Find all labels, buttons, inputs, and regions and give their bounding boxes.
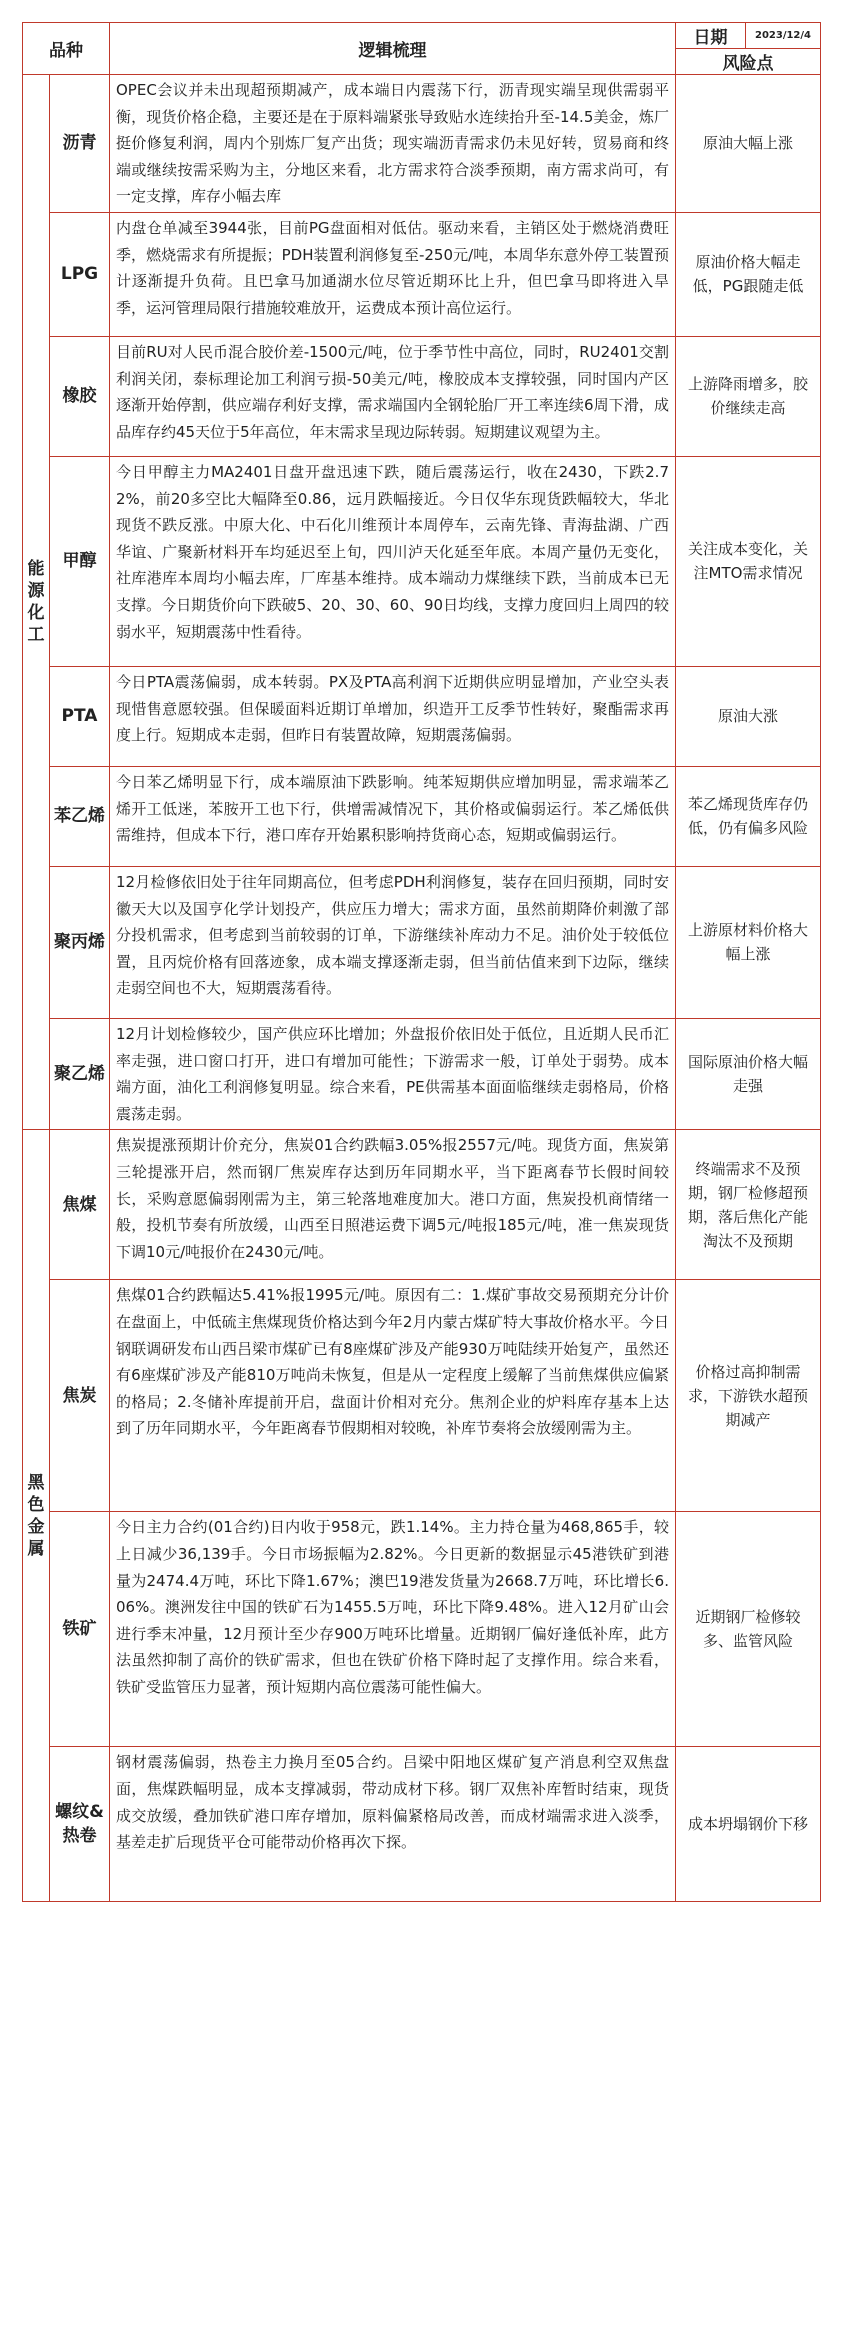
product-name: 铁矿 (50, 1512, 110, 1747)
logic-text: 今日苯乙烯明显下行，成本端原油下跌影响。纯苯短期供应增加明显，需求端苯乙烯开工低迷，苯胺开工也下行，供增需减情况下，其价格或偏弱运行。苯乙烯低供需维持，但成本下行，港口库存开始累积影响持货商心态，短期或偏弱运行。 (110, 766, 676, 866)
risk-text: 终端需求不及预期，钢厂检修超预期，落后焦化产能淘汰不及预期 (676, 1130, 821, 1280)
risk-text: 原油大幅上涨 (676, 75, 821, 213)
header-date-value: 2023/12/4 (746, 23, 821, 49)
logic-text: 钢材震荡偏弱，热卷主力换月至05合约。吕梁中阳地区煤矿复产消息利空双焦盘面，焦煤跌幅明显，成本支撑减弱，带动成材下移。钢厂双焦补库暂时结束，现货成交放缓，叠加铁矿港口库存增加，原料偏紧格局改善，而成材端需求进入淡季，基差走扩后现货平仓可能带动价格再次下探。 (110, 1747, 676, 1902)
table-row (23, 75, 821, 213)
product-name: 聚乙烯 (50, 1018, 110, 1129)
risk-text: 近期钢厂检修较多、监管风险 (676, 1512, 821, 1747)
risk-text: 国际原油价格大幅走强 (676, 1018, 821, 1129)
header-row (23, 23, 821, 49)
logic-text: 内盘仓单减至3944张，目前PG盘面相对低估。驱动来看，主销区处于燃烧消费旺季，燃烧需求有所提振；PDH装置利润修复至-250元/吨，本周华东意外停工装置预计逐渐提升负荷。且巴拿马加通湖水位尽管近期环比上升，但巴拿马即将进入旱季，运河管理局限行措施较难放开，运费成本预计高位运行。 (110, 212, 676, 336)
product-name: 焦炭 (50, 1280, 110, 1512)
table-row (23, 1747, 821, 1902)
product-name: 聚丙烯 (50, 866, 110, 1018)
header-logic: 逻辑梳理 (110, 23, 676, 75)
table-row (23, 866, 821, 1018)
risk-text: 原油价格大幅走低，PG跟随走低 (676, 212, 821, 336)
category-char: 源 (27, 581, 45, 602)
product-name: 橡胶 (50, 336, 110, 456)
table-row (23, 666, 821, 766)
risk-text: 苯乙烯现货库存仍低，仍有偏多风险 (676, 766, 821, 866)
risk-text: 关注成本变化，关注MTO需求情况 (676, 456, 821, 666)
logic-text: 焦炭提涨预期计价充分，焦炭01合约跌幅3.05%报2557元/吨。现货方面，焦炭第三轮提涨开启，然而钢厂焦炭库存达到历年同期水平，当下距离春节长假时间较长，采购意愿偏弱刚需为主，第三轮落地难度加大。港口方面，焦炭投机商情绪一般，投机节奏有所放缓，山西至日照港运费下调5元/吨报185元/吨，准一焦炭现货下调10元/吨报价在2430元/吨。 (110, 1130, 676, 1280)
logic-text: 焦煤01合约跌幅达5.41%报1995元/吨。原因有二：1.煤矿事故交易预期充分计价在盘面上，中低硫主焦煤现货价格达到今年2月内蒙古煤矿特大事故价格水平。今日钢联调研发布山西吕梁市煤矿已有8座煤矿涉及产能930万吨陆续开始复产，虽然还有6座煤矿涉及产能810万吨尚未恢复，但是从一定程度上缓解了当前焦煤供应偏紧的格局；2.冬储补库提前开启，盘面计价相对充分。焦剂企业的炉料库存基本上达到了历年同期水平，今年距离春节假期相对较晚，补库节奏将会放缓刚需为主。 (110, 1280, 676, 1512)
risk-text: 价格过高抑制需求，下游铁水超预期减产 (676, 1280, 821, 1512)
category-char: 能 (27, 559, 45, 580)
table-row (23, 1130, 821, 1280)
product-name: 沥青 (50, 75, 110, 213)
table-row (23, 1018, 821, 1129)
category-char: 属 (27, 1538, 45, 1559)
category-energy-chemical (23, 75, 50, 1130)
table-row (23, 336, 821, 456)
category-char: 化 (27, 603, 45, 624)
strategy-table (22, 22, 821, 1902)
table-row (23, 212, 821, 336)
table-row (23, 1512, 821, 1747)
product-name: 甲醇 (50, 456, 110, 666)
table-row (23, 766, 821, 866)
product-name: PTA (50, 666, 110, 766)
logic-text: 今日甲醇主力MA2401日盘开盘迅速下跌，随后震荡运行，收在2430，下跌2.72%，前20多空比大幅降至0.86，远月跌幅接近。今日仅华东现货跌幅较大，华北现货不跌反涨。中原大化、中石化川维预计本周停车，云南先锋、青海盐湖、广西华谊、广聚新材料开车均延迟至上旬，四川泸天化延至年底。本周产量仍无变化，社库港库本周均小幅去库，厂库基本维持。成本端动力煤继续下跌，当前成本已无支撑。今日期货价向下跌破5、20、30、60、90日均线，支撑力度回归上周四的较弱水平，短期震荡中性看待。 (110, 456, 676, 666)
product-name: 螺纹&热卷 (50, 1747, 110, 1902)
risk-text: 成本坍塌钢价下移 (676, 1747, 821, 1902)
header-product: 品种 (23, 23, 110, 75)
header-risk: 风险点 (676, 49, 821, 75)
table-row (23, 456, 821, 666)
logic-text: 12月计划检修较少，国产供应环比增加；外盘报价依旧处于低位，且近期人民币汇率走强，进口窗口打开，进口有增加可能性；下游需求一般，订单处于弱势。成本端方面，油化工利润修复明显。综合来看，PE供需基本面面临继续走弱格局，价格震荡走弱。 (110, 1018, 676, 1129)
logic-text: 今日主力合约(01合约)日内收于958元，跌1.14%。主力持仓量为468,865手，较上日减少36,139手。今日市场振幅为2.82%。今日更新的数据显示45港铁矿到港量为2474.4万吨，环比下降1.67%；澳巴19港发货量为2668.7万吨，环比增长6.06%。澳洲发往中国的铁矿石为1455.5万吨，环比下降9.48%。进入12月矿山会进行季末冲量，12月预计至少存900万吨环比增量。近期钢厂偏好逢低补库，此方法虽然抑制了高价的铁矿需求，但也在铁矿价格下降时起了支撑作用。综合来看，铁矿受监管压力显著，预计短期内高位震荡可能性偏大。 (110, 1512, 676, 1747)
header-date-label: 日期 (676, 23, 746, 49)
risk-text: 原油大涨 (676, 666, 821, 766)
logic-text: 今日PTA震荡偏弱，成本转弱。PX及PTA高利润下近期供应明显增加，产业空头表现惜售意愿较强。但保暖面料近期订单增加，织造开工反季节性转好，聚酯需求再度上行。短期成本走弱，但昨日有装置故障，短期震荡偏弱。 (110, 666, 676, 766)
logic-text: OPEC会议并未出现超预期减产，成本端日内震荡下行，沥青现实端呈现供需弱平衡，现货价格企稳，主要还是在于原料端紧张导致贴水连续抬升至-14.5美金，炼厂挺价修复利润，周内个别炼厂复产出货；现实端沥青需求仍未见好转，贸易商和终端或继续按需采购为主，分地区来看，北方需求符合淡季预期，南方需求尚可，有一定支撑，库存小幅去库 (110, 75, 676, 213)
category-char: 金 (27, 1516, 45, 1537)
table-row (23, 1280, 821, 1512)
product-name: LPG (50, 212, 110, 336)
category-char: 色 (27, 1494, 45, 1515)
category-ferrous-metals (23, 1130, 50, 1902)
category-char: 黑 (27, 1472, 45, 1493)
category-char: 工 (27, 625, 45, 646)
logic-text: 12月检修依旧处于往年同期高位，但考虑PDH利润修复，装存在回归预期，同时安徽天大以及国亨化学计划投产，供应压力增大；需求方面，虽然前期降价刺激了部分投机需求，但考虑到当前较弱的订单，下游继续补库动力不足。油价处于较低位置，且丙烷价格有回落迹象，成本端支撑逐渐走弱，但当前估值来到下边际，继续走弱空间也不大，短期震荡看待。 (110, 866, 676, 1018)
product-name: 焦煤 (50, 1130, 110, 1280)
risk-text: 上游原材料价格大幅上涨 (676, 866, 821, 1018)
risk-text: 上游降雨增多，胶价继续走高 (676, 336, 821, 456)
logic-text: 目前RU对人民币混合胶价差-1500元/吨，位于季节性中高位，同时，RU2401交割利润关闭，泰标理论加工利润亏损-50美元/吨，橡胶成本支撑较强，同时国内产区逐渐开始停割，供应端存利好支撑，需求端国内全钢轮胎厂开工率连续6周下滑，成品库存约45天位于5年高位，年末需求呈现边际转弱。短期建议观望为主。 (110, 336, 676, 456)
product-name: 苯乙烯 (50, 766, 110, 866)
